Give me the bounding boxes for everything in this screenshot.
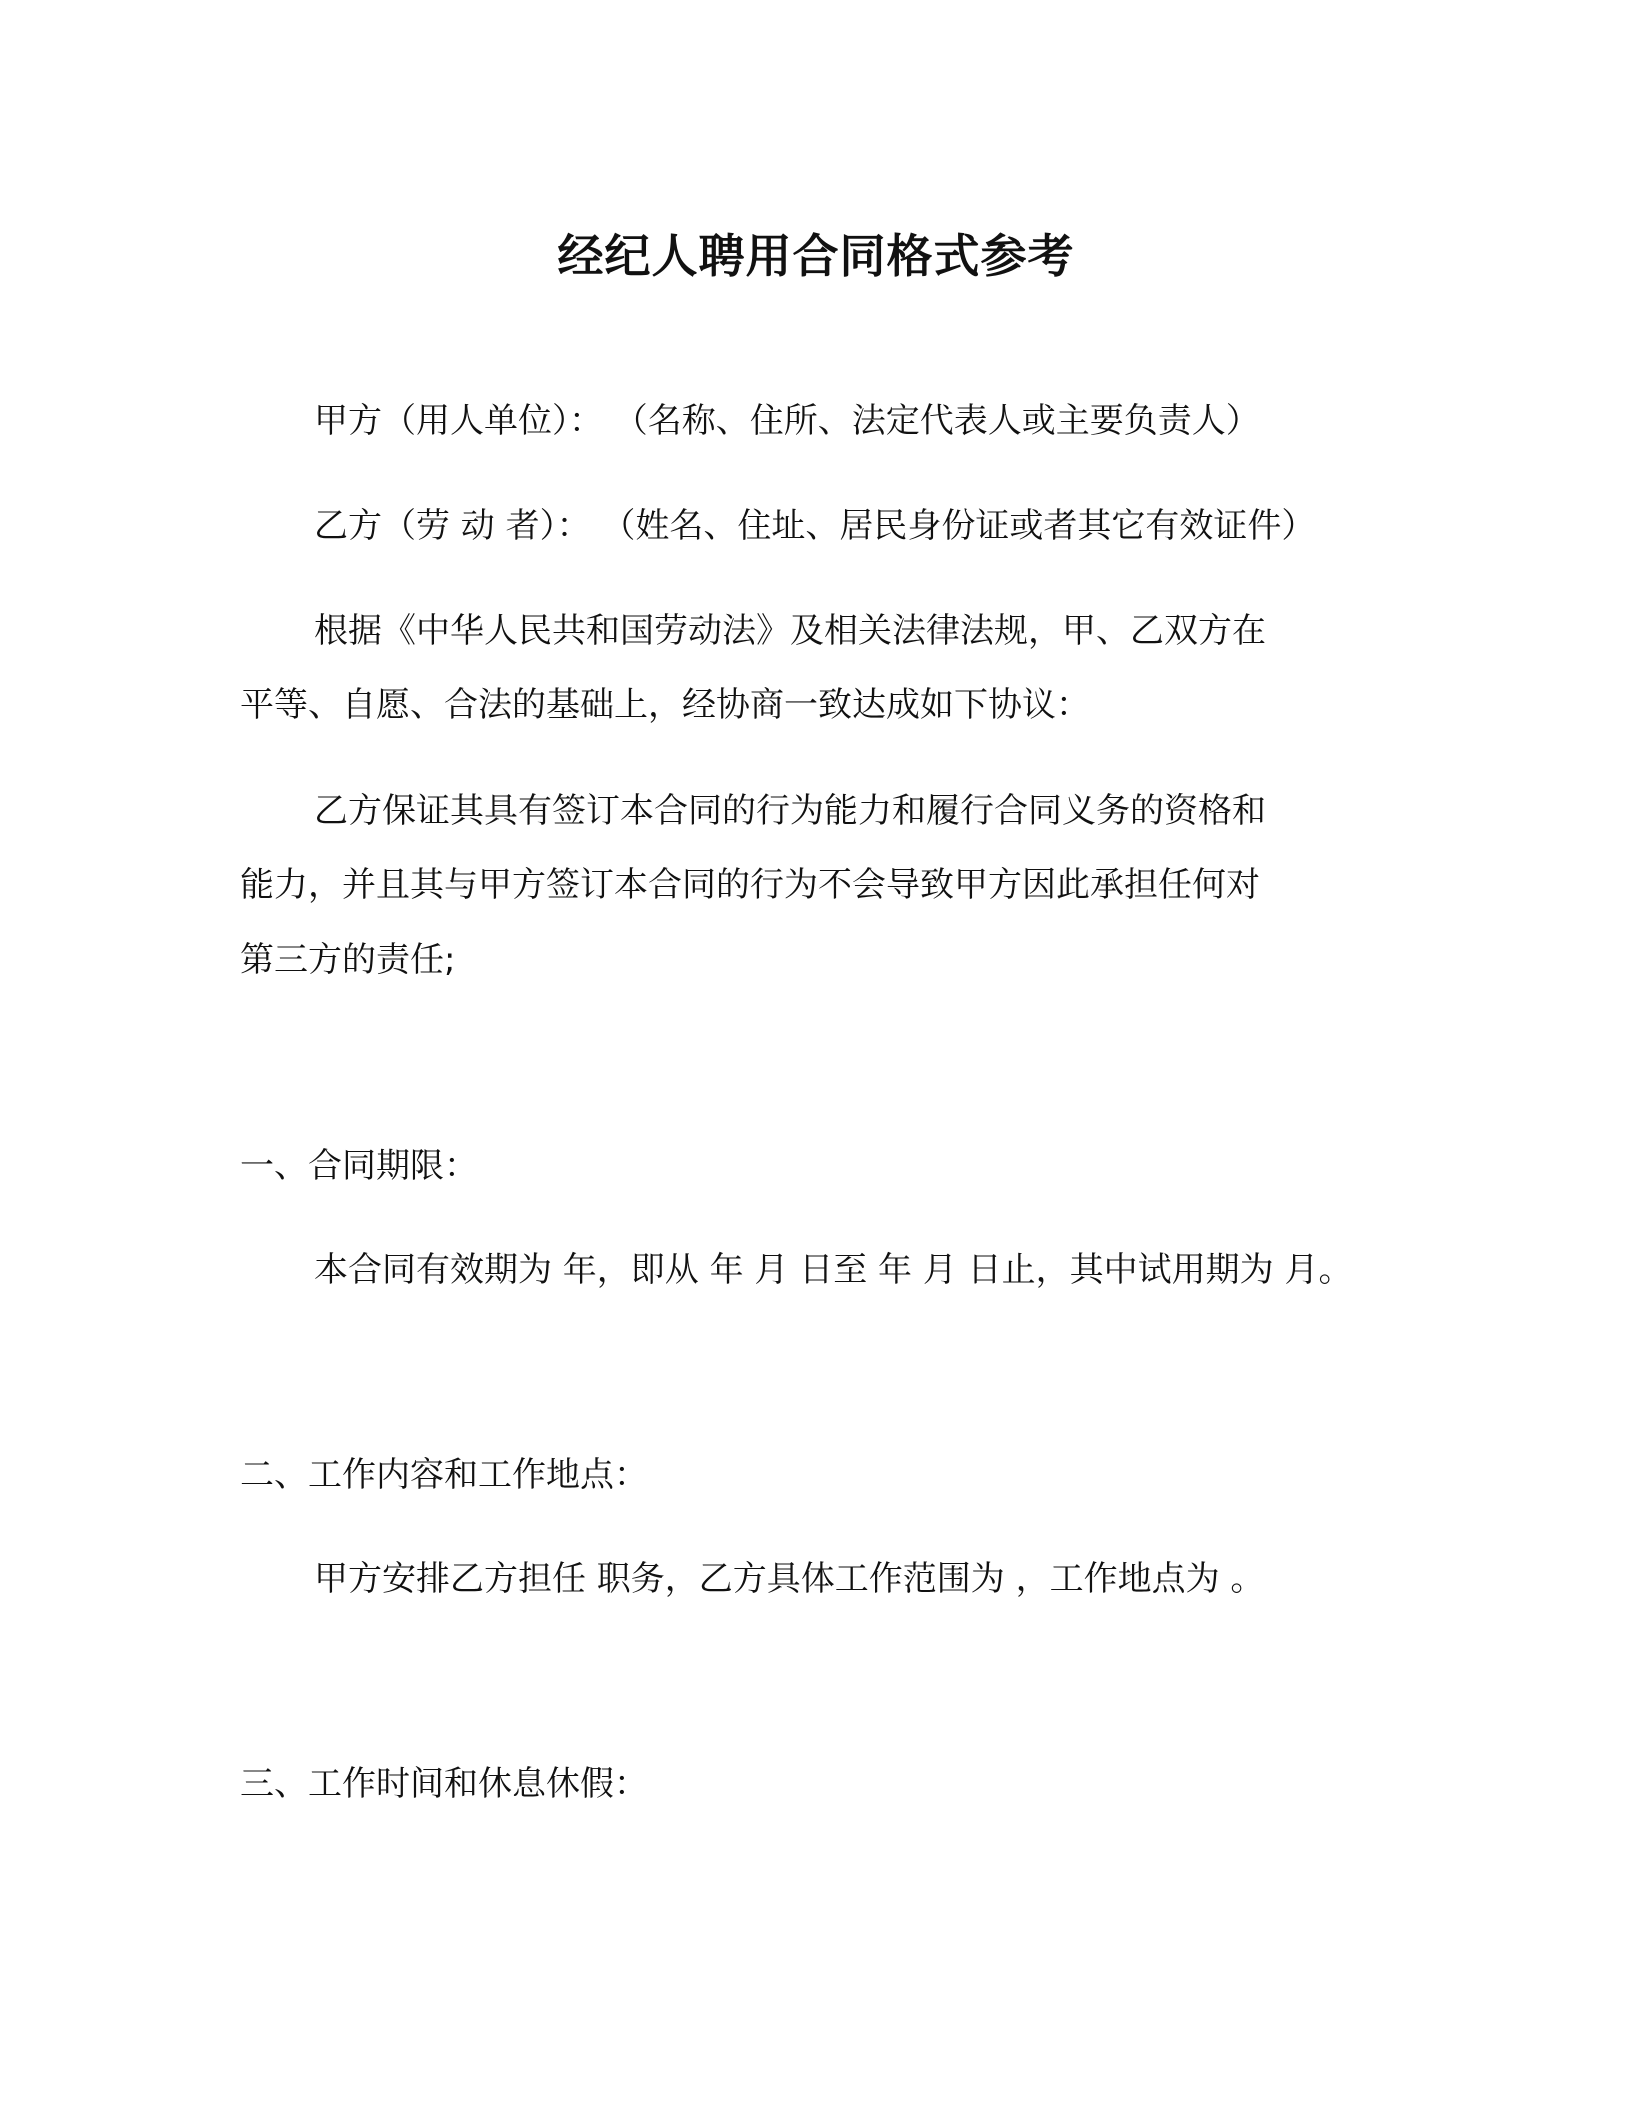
document-title: 经纪人聘用合同格式参考	[557, 229, 1075, 283]
party-b-line: 乙方（劳 动 者）： （姓名、住址、居民身份证或者其它有效证件）	[314, 506, 1316, 546]
section-1-heading: 一、合同期限：	[240, 1146, 478, 1186]
guarantee-paragraph-line-1: 乙方保证其具有签订本合同的行为能力和履行合同义务的资格和	[314, 791, 1266, 831]
guarantee-paragraph-line-3: 第三方的责任;	[240, 940, 456, 980]
guarantee-paragraph-line-2: 能力，并且其与甲方签订本合同的行为不会导致甲方因此承担任何对	[240, 865, 1260, 905]
section-3-heading: 三、工作时间和休息休假：	[240, 1764, 648, 1804]
party-a-line: 甲方（用人单位）： （名称、住所、法定代表人或主要负责人）	[314, 401, 1260, 441]
section-2-heading: 二、工作内容和工作地点：	[240, 1455, 648, 1495]
section-2-body: 甲方安排乙方担任 职务，乙方具体工作范围为 ，工作地点为 。	[314, 1559, 1265, 1599]
basis-paragraph-line-2: 平等、自愿、合法的基础上，经协商一致达成如下协议：	[240, 685, 1090, 725]
basis-paragraph-line-1: 根据《中华人民共和国劳动法》及相关法律法规，甲、乙双方在	[314, 611, 1266, 651]
section-1-body: 本合同有效期为 年，即从 年 月 日至 年 月 日止，其中试用期为 月。	[314, 1250, 1353, 1290]
